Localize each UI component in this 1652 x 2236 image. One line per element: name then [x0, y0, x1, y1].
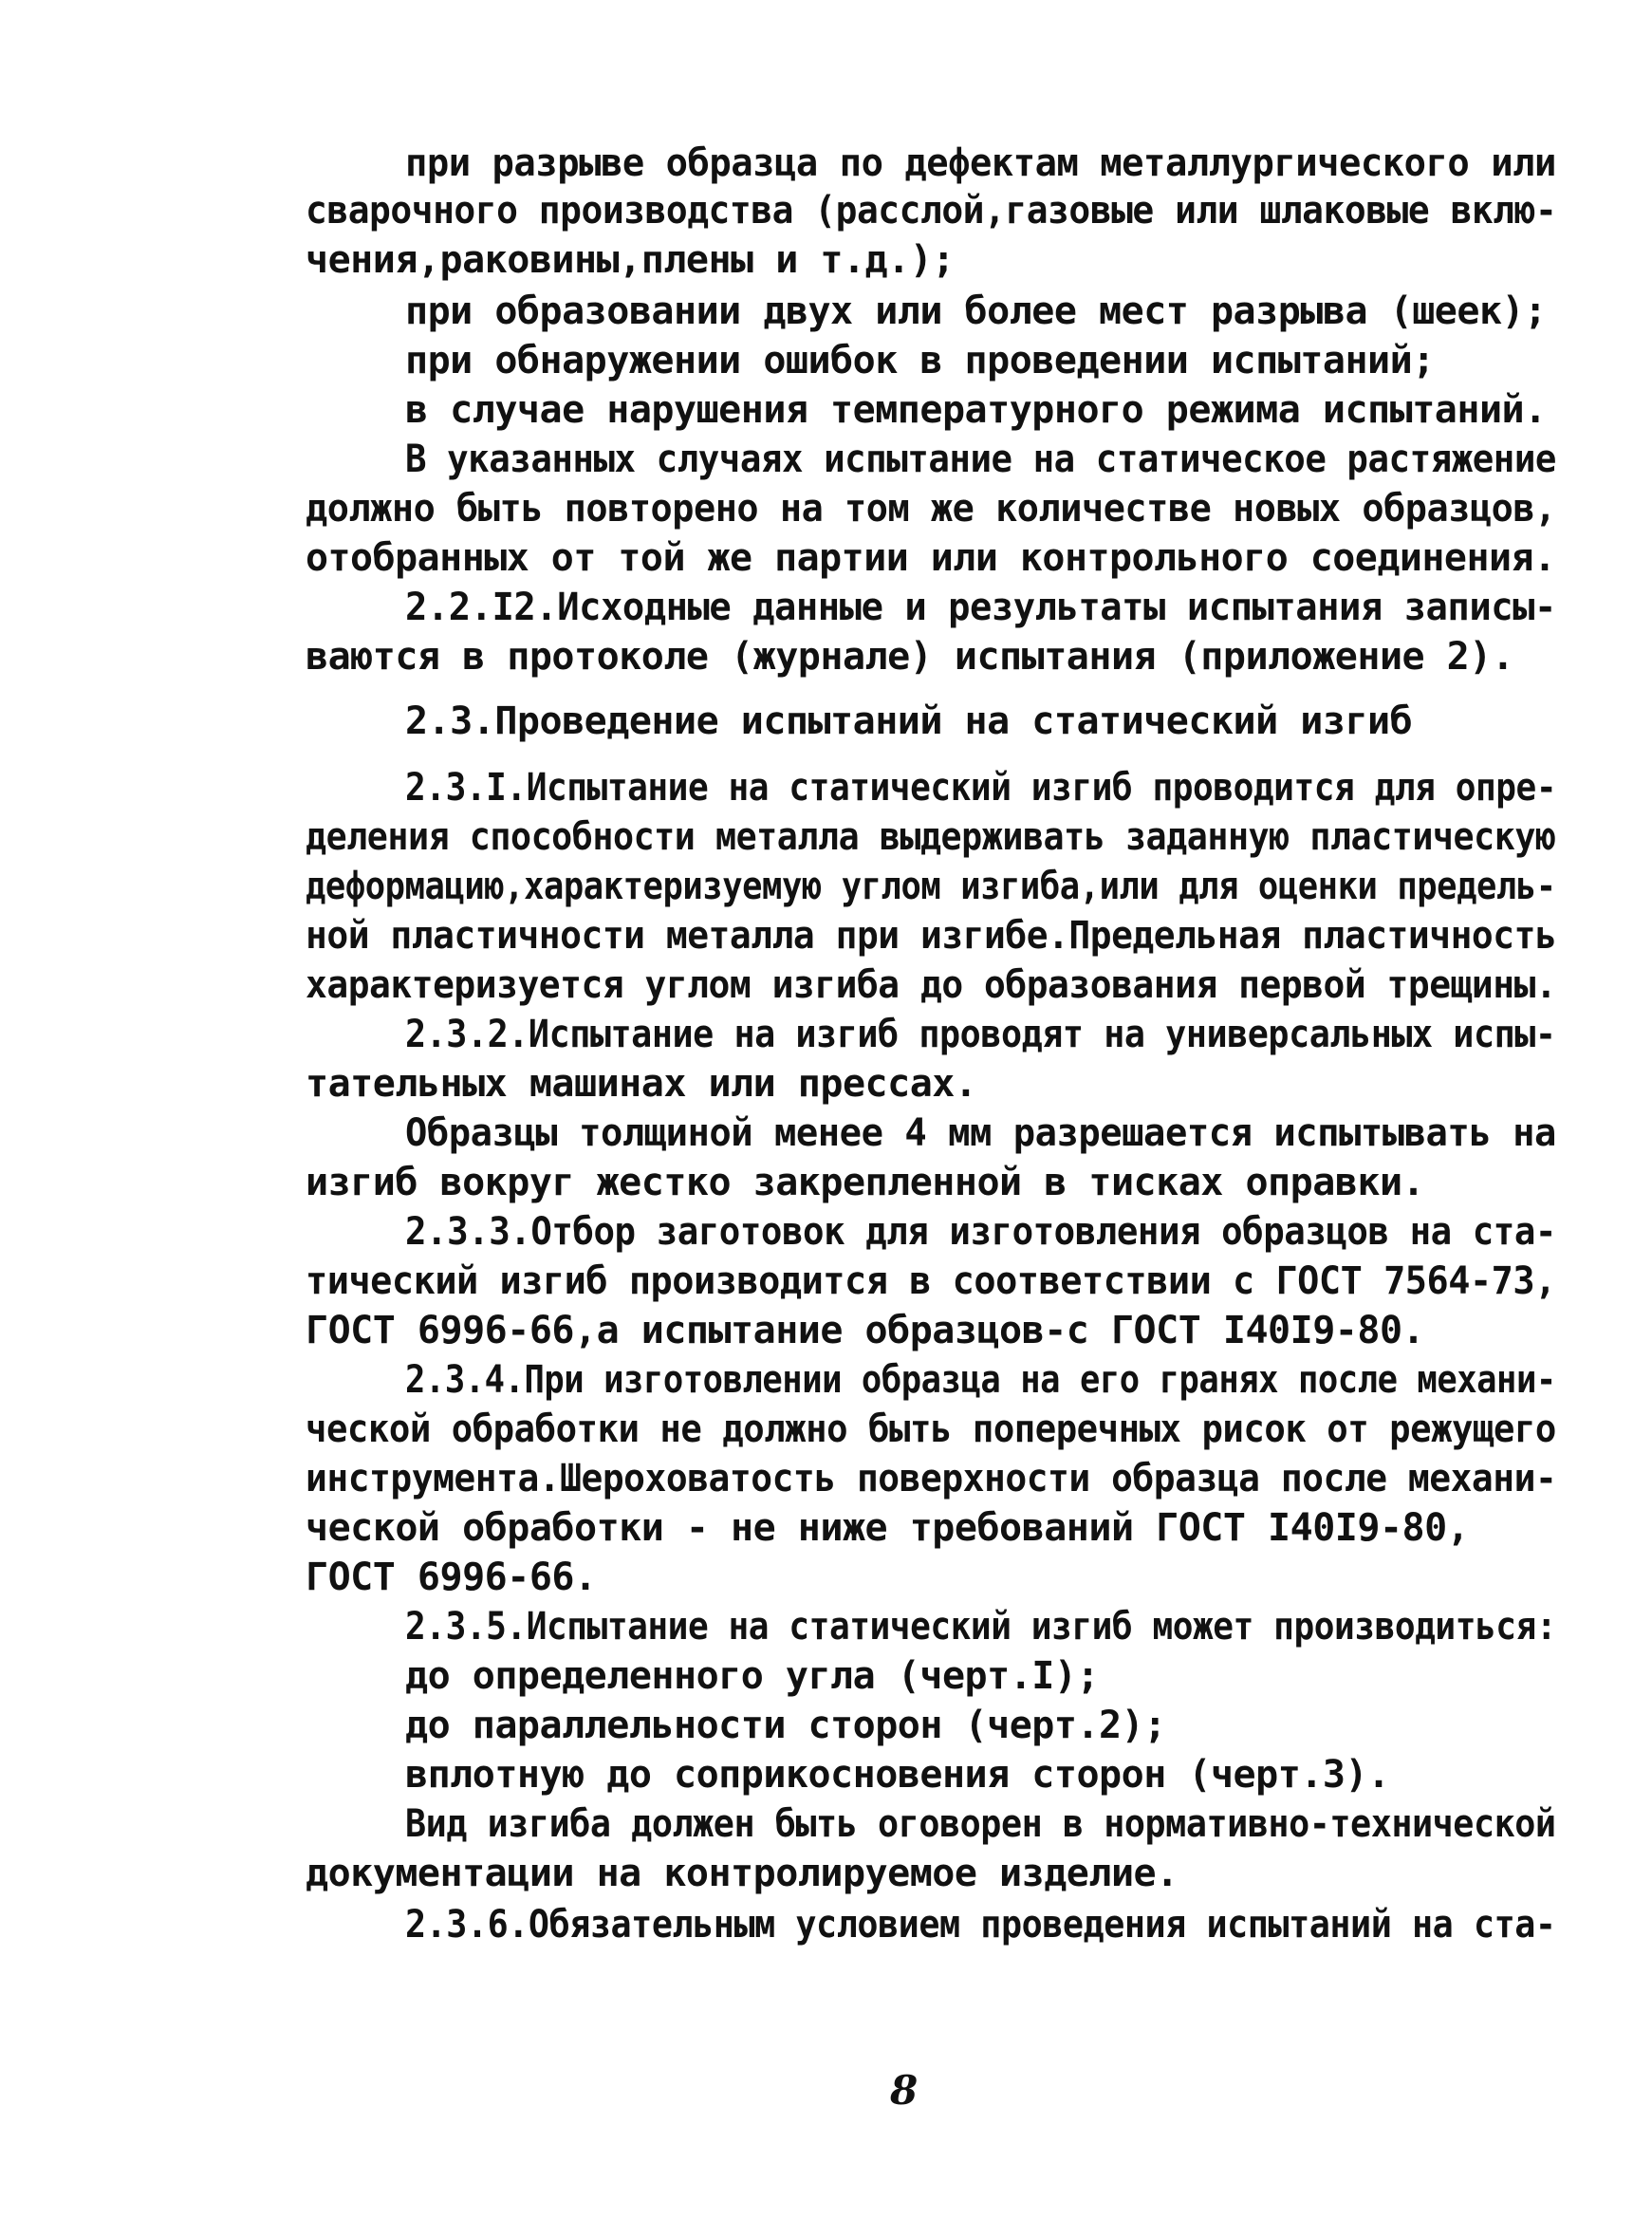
text-line: тический изгиб производится в соответствии с ГОСТ 7564-73, — [306, 1259, 1556, 1303]
text-line: ной пластичности металла при изгибе.Предельная пластичность — [306, 914, 1557, 958]
page-number: 8 — [890, 2067, 919, 2114]
text-line: при образовании двух или более мест разрыва (шеек); — [405, 289, 1547, 333]
text-line: 2.2.I2.Исходные данные и результаты испытания записы- — [405, 586, 1556, 629]
text-line: В указанных случаях испытание на статическое растяжение — [405, 438, 1556, 481]
text-line: ГОСТ 6996-66,а испытание образцов-с ГОСТ I40I9-80. — [306, 1309, 1425, 1352]
text-line: чения,раковины,плены и т.д.); — [306, 238, 955, 282]
text-line: при разрыве образца по дефектам металлургического или — [405, 141, 1556, 185]
text-line: ваются в протоколе (журнале) испытания (приложение 2). — [306, 635, 1514, 679]
text-line: 2.3.I.Испытание на статический изгиб проводится для опре- — [405, 766, 1557, 810]
text-line: инструмента.Шероховатость поверхности образца после механи- — [306, 1457, 1557, 1500]
text-line: до параллельности сторон (черт.2); — [405, 1704, 1166, 1747]
text-line: характеризуется углом изгиба до образования первой трещины. — [306, 963, 1557, 1007]
text-line: 2.3.6.Обязательным условием проведения испытаний на ста- — [405, 1903, 1556, 1947]
text-line: ческой обработки не должно быть поперечных рисок от режущего — [306, 1407, 1556, 1451]
text-line: деформацию,характеризуемую углом изгиба,или для оценки предель- — [306, 865, 1556, 908]
text-line: документации на контролируемое изделие. — [306, 1852, 1179, 1895]
text-line: Вид изгиба должен быть оговорен в нормативно-технической — [405, 1802, 1556, 1846]
text-line: отобранных от той же партии или контрольного соединения. — [306, 536, 1556, 580]
text-line: деления способности металла выдерживать заданную пластическую — [306, 815, 1556, 859]
text-line: 2.3.4.При изготовлении образца на его гранях после механи- — [405, 1358, 1556, 1402]
text-line: до определенного угла (черт.I); — [405, 1654, 1100, 1698]
text-line: 2.3.2.Испытание на изгиб проводят на универсальных испы- — [405, 1013, 1556, 1056]
text-line: должно быть повторено на том же количестве новых образцов, — [306, 487, 1556, 531]
section-heading: 2.3.Проведение испытаний на статический изгиб — [405, 699, 1413, 743]
text-line: сварочного производства (расслой,газовые или шлаковые вклю- — [306, 189, 1557, 233]
text-line: ГОСТ 6996-66. — [306, 1556, 597, 1599]
text-line: Образцы толщиной менее 4 мм разрешается испытывать на — [405, 1111, 1556, 1155]
text-line: вплотную до соприкосновения сторон (черт.3). — [405, 1753, 1390, 1797]
text-line: изгиб вокруг жестко закрепленной в тисках оправки. — [306, 1161, 1425, 1204]
text-line: 2.3.3.Отбор заготовок для изготовления образцов на ста- — [405, 1210, 1556, 1254]
text-line: при обнаружении ошибок в проведении испытаний; — [405, 339, 1435, 382]
text-line: в случае нарушения температурного режима испытаний. — [405, 388, 1547, 432]
text-line: 2.3.5.Испытание на статический изгиб может производиться: — [405, 1605, 1557, 1649]
text-line: ческой обработки - не ниже требований ГОСТ I40I9-80, — [306, 1506, 1470, 1550]
text-line: тательных машинах или прессах. — [306, 1062, 977, 1106]
